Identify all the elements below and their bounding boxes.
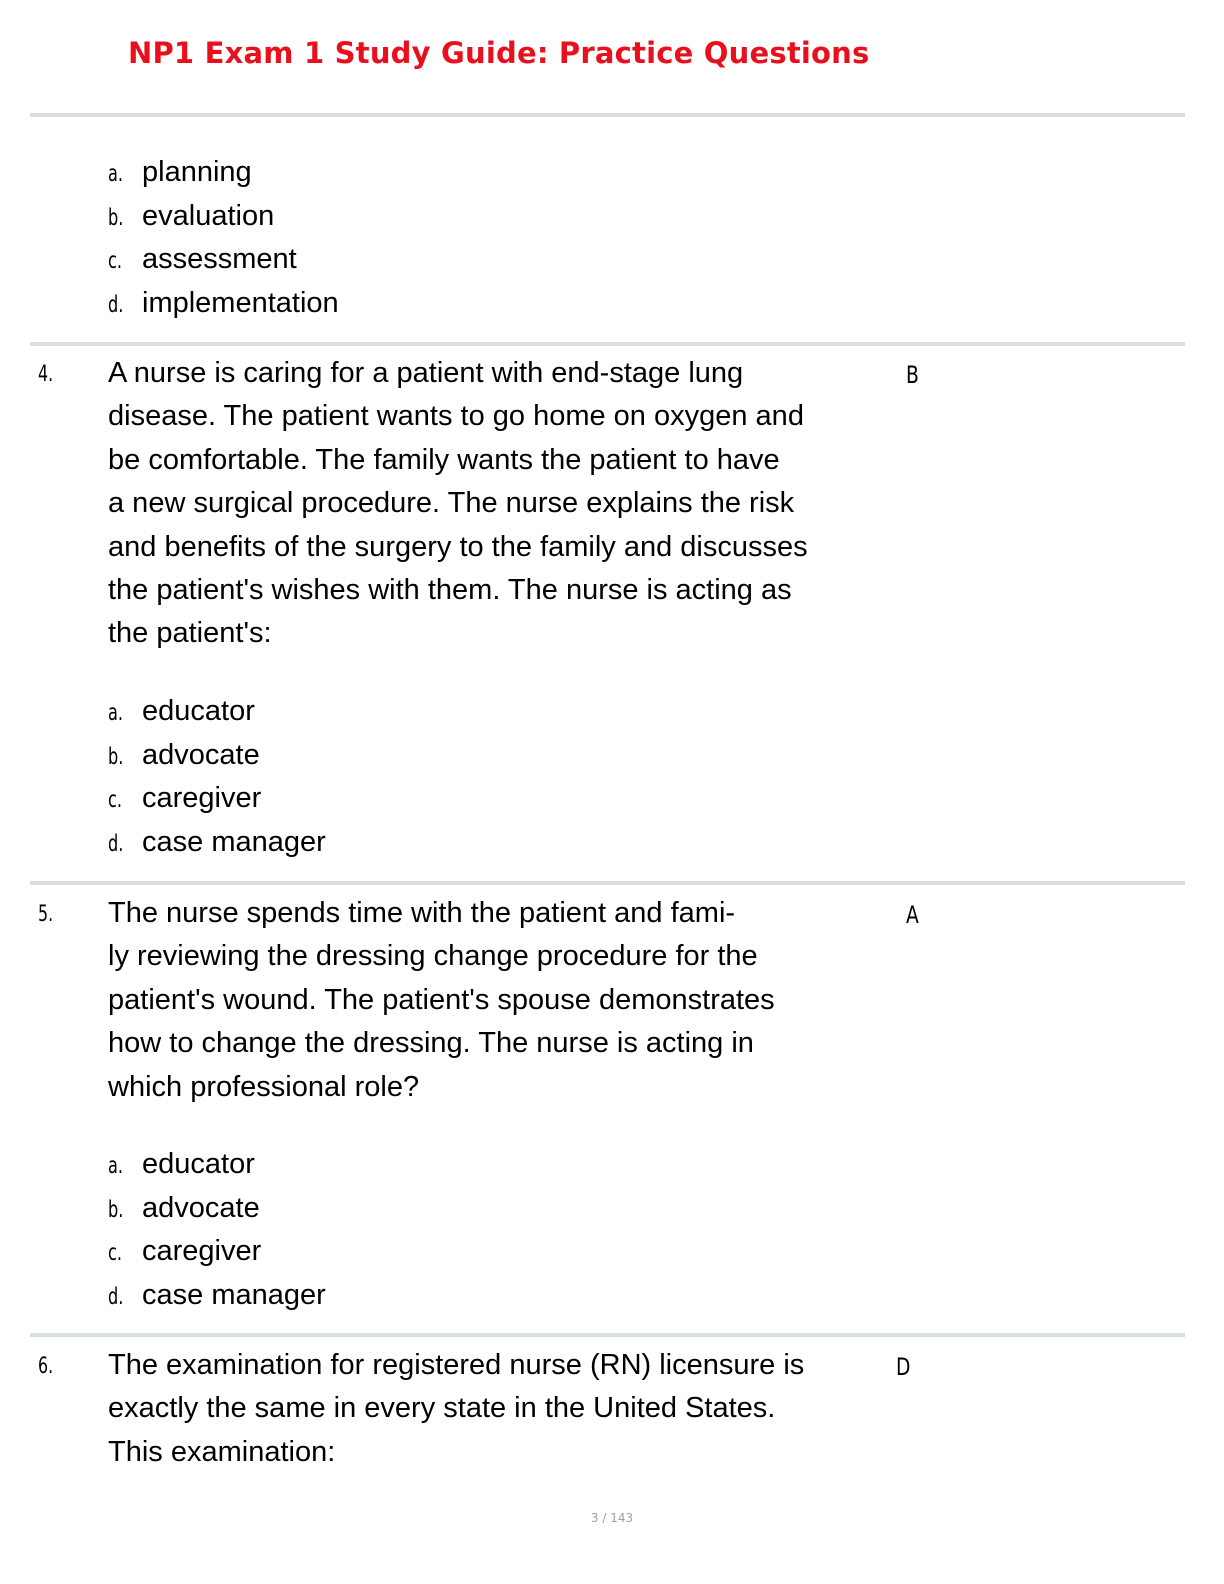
option-a: [108, 1146, 326, 1190]
answer-options: [108, 693, 326, 867]
option-letter: c.: [108, 787, 123, 813]
question-line: ly reviewing the dressing change procedure for the: [108, 940, 758, 973]
option-letter: a.: [108, 700, 124, 726]
option-letter: c.: [108, 1240, 123, 1266]
option-text: educator: [142, 1148, 255, 1180]
answer-key: B: [906, 361, 919, 389]
option-letter: b.: [108, 204, 124, 231]
divider: [30, 1333, 1185, 1337]
divider: [30, 881, 1185, 885]
option-letter: d.: [108, 830, 124, 857]
question-line: The examination for registered nurse (RN) licensure is: [108, 1349, 805, 1381]
page-title: NP1 Exam 1 Study Guide: Practice Questions: [128, 36, 870, 70]
option-text: case manager: [142, 1278, 326, 1311]
answer-options: [108, 1146, 326, 1320]
question-line: disease. The patient wants to go home on oxygen and: [108, 400, 804, 433]
question-line: The nurse spends time with the patient and fami-: [108, 897, 736, 929]
option-d: [108, 1277, 326, 1321]
option-text: advocate: [142, 1191, 260, 1224]
question-line: a new surgical procedure. The nurse explains the risk: [108, 487, 795, 520]
answer-key: A: [906, 901, 919, 929]
option-text: evaluation: [142, 199, 275, 232]
answer-key: D: [896, 1353, 911, 1381]
option-letter: a.: [108, 161, 124, 187]
question-line: This examination:: [108, 1435, 336, 1468]
option-d: [108, 285, 339, 329]
question-line: A nurse is caring for a patient with end-stage lung: [108, 357, 744, 389]
divider: [30, 113, 1185, 117]
question-number: 6.: [38, 1354, 54, 1379]
option-text: caregiver: [142, 782, 262, 814]
question-line: the patient's wishes with them. The nurse is acting as: [108, 574, 792, 607]
option-b: [108, 198, 339, 242]
continued-options: [108, 154, 339, 328]
option-letter: b.: [108, 1196, 124, 1223]
option-text: advocate: [142, 738, 260, 771]
question-text: [108, 892, 908, 1109]
option-c: [108, 780, 326, 824]
option-text: educator: [142, 695, 255, 727]
option-letter: d.: [108, 1283, 124, 1310]
option-text: implementation: [142, 286, 339, 319]
question-line: be comfortable. The family wants the patient to have: [108, 443, 780, 476]
question-line: and benefits of the surgery to the family and discusses: [108, 530, 808, 563]
question-line: the patient's:: [108, 617, 272, 650]
option-c: [108, 1233, 326, 1277]
option-text: assessment: [142, 243, 297, 275]
question-text: [108, 1344, 911, 1474]
question-line: exactly the same in every state in the United States.: [108, 1392, 776, 1425]
option-a: [108, 154, 339, 198]
question-line: patient's wound. The patient's spouse demonstrates: [108, 983, 775, 1016]
question-number: 5.: [38, 902, 54, 927]
option-letter: b.: [108, 743, 124, 770]
question-number: 4.: [38, 362, 54, 387]
page-indicator: 3 / 143: [590, 1511, 634, 1525]
option-letter: a.: [108, 1153, 124, 1179]
option-text: case manager: [142, 825, 326, 858]
question-line: which professional role?: [108, 1070, 420, 1103]
option-d: [108, 824, 326, 868]
option-b: [108, 737, 326, 781]
question-text: [108, 352, 908, 656]
option-c: [108, 241, 339, 285]
option-b: [108, 1190, 326, 1234]
option-letter: c.: [108, 248, 123, 274]
question-line: how to change the dressing. The nurse is acting in: [108, 1027, 754, 1060]
option-a: [108, 693, 326, 737]
option-letter: d.: [108, 291, 124, 318]
divider: [30, 342, 1185, 346]
option-text: caregiver: [142, 1235, 262, 1267]
option-text: planning: [142, 156, 252, 188]
